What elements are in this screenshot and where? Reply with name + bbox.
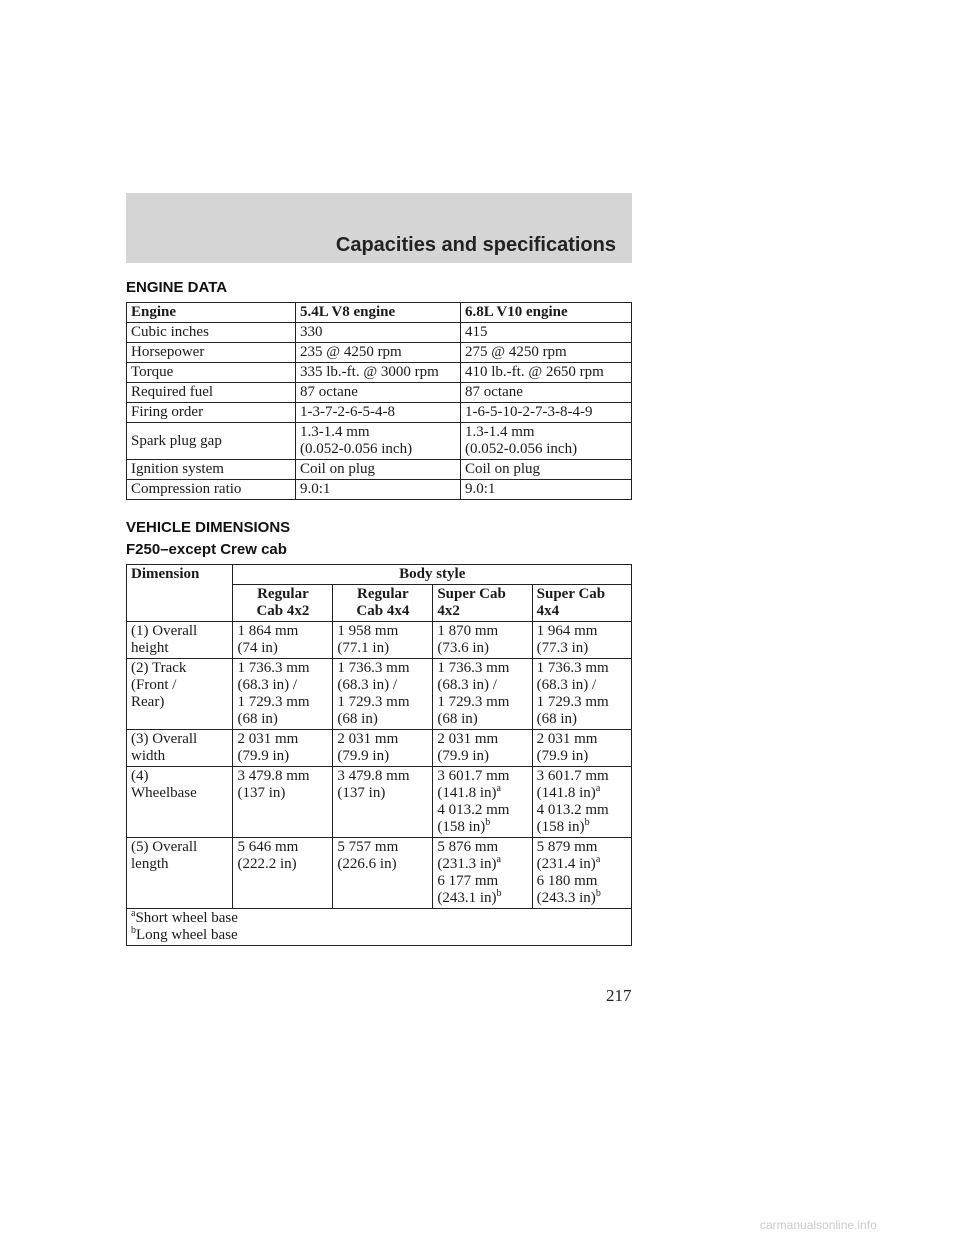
table-cell: 1 736.3 mm (68.3 in) / 1 729.3 mm (68 in)	[333, 659, 433, 730]
table-cell: 1.3-1.4 mm (0.052-0.056 inch)	[296, 423, 461, 460]
table-row	[127, 730, 632, 767]
table-cell: 335 lb.-ft. @ 3000 rpm	[296, 363, 461, 383]
table-cell: 1-6-5-10-2-7-3-8-4-9	[461, 403, 632, 423]
row-label: (1) Overall height	[127, 622, 233, 659]
footnote-marker: a	[496, 783, 501, 794]
table-cell: 1 736.3 mm (68.3 in) / 1 729.3 mm (68 in)	[532, 659, 631, 730]
dimension-col-header: Dimension	[127, 565, 233, 622]
body-style-col-header: Super Cab 4x2	[433, 585, 532, 622]
table-cell: 3 479.8 mm (137 in)	[233, 767, 333, 838]
row-label: (3) Overall width	[127, 730, 233, 767]
row-label: Ignition system	[127, 460, 296, 480]
dim-table-body	[127, 622, 632, 909]
dim-table-header-row	[127, 565, 632, 585]
engine-col-header: 6.8L V10 engine	[461, 303, 632, 323]
row-label: (5) Overall length	[127, 838, 233, 909]
vehicle-dimensions-subheading: F250–except Crew cab	[126, 541, 287, 558]
table-cell: 3 479.8 mm (137 in)	[333, 767, 433, 838]
table-cell: 1 964 mm (77.3 in)	[532, 622, 631, 659]
table-cell: 3 601.7 mm (141.8 in)$^a$ 4 013.2 mm (158 in)$^b$	[532, 767, 631, 838]
row-label: (2) Track (Front / Rear)	[127, 659, 233, 730]
table-row	[127, 343, 632, 363]
footnote-marker: b	[496, 888, 502, 899]
table-cell: 235 @ 4250 rpm	[296, 343, 461, 363]
engine-col-header: 5.4L V8 engine	[296, 303, 461, 323]
table-cell: 2 031 mm (79.9 in)	[333, 730, 433, 767]
table-row	[127, 460, 632, 480]
page-number: 217	[606, 986, 632, 1005]
vehicle-dimensions-table	[126, 564, 632, 946]
table-cell: 415	[461, 323, 632, 343]
row-label: Firing order	[127, 403, 296, 423]
table-cell: 1 864 mm (74 in)	[233, 622, 333, 659]
footnote-marker: b	[485, 817, 491, 828]
footnotes-row	[127, 909, 632, 946]
engine-data-heading: ENGINE DATA	[126, 279, 228, 296]
footnote-text: Short wheel base	[135, 910, 238, 926]
footnote-marker: a	[595, 854, 601, 865]
table-cell: 275 @ 4250 rpm	[461, 343, 632, 363]
table-cell: 9.0:1	[296, 480, 461, 500]
table-cell: 2 031 mm (79.9 in)	[532, 730, 631, 767]
table-row	[127, 403, 632, 423]
footnotes	[127, 909, 632, 946]
table-row	[127, 363, 632, 383]
table-row	[127, 323, 632, 343]
engine-col-header: Engine	[127, 303, 296, 323]
table-cell: 410 lb.-ft. @ 2650 rpm	[461, 363, 632, 383]
table-row	[127, 622, 632, 659]
table-cell: 3 601.7 mm (141.8 in)$^a$ 4 013.2 mm (158 in)$^b$	[433, 767, 532, 838]
table-cell: 330	[296, 323, 461, 343]
section-header-band	[126, 193, 632, 263]
engine-table-header-row	[127, 303, 632, 323]
table-cell: 5 757 mm (226.6 in)	[333, 838, 433, 909]
row-label: Compression ratio	[127, 480, 296, 500]
table-row	[127, 767, 632, 838]
table-cell: Coil on plug	[461, 460, 632, 480]
table-cell: 1 736.3 mm (68.3 in) / 1 729.3 mm (68 in)	[433, 659, 532, 730]
table-row	[127, 838, 632, 909]
table-cell: Coil on plug	[296, 460, 461, 480]
row-label: Horsepower	[127, 343, 296, 363]
table-row	[127, 423, 632, 460]
watermark: carmanualsonline.info	[760, 1218, 877, 1232]
table-cell: 1 870 mm (73.6 in)	[433, 622, 532, 659]
body-style-col-header: Regular Cab 4x4	[333, 585, 433, 622]
table-row	[127, 383, 632, 403]
table-cell: 1.3-1.4 mm (0.052-0.056 inch)	[461, 423, 632, 460]
body-style-col-header: Super Cab 4x4	[532, 585, 631, 622]
row-label: Torque	[127, 363, 296, 383]
engine-data-table	[126, 302, 632, 500]
table-cell: 1 958 mm (77.1 in)	[333, 622, 433, 659]
footnote-marker: a	[496, 854, 501, 865]
vehicle-dimensions-heading: VEHICLE DIMENSIONS	[126, 519, 291, 536]
footnote-marker: a	[595, 783, 601, 794]
row-label: Cubic inches	[127, 323, 296, 343]
footnote-text: Long wheel base	[136, 927, 238, 943]
row-label: Required fuel	[127, 383, 296, 403]
table-row	[127, 659, 632, 730]
row-label: Spark plug gap	[127, 423, 296, 460]
footnote-marker: b	[131, 925, 136, 936]
engine-table-body	[127, 323, 632, 500]
footnote-marker: b	[595, 888, 601, 899]
table-cell: 2 031 mm (79.9 in)	[433, 730, 532, 767]
body-style-header: Body style	[233, 565, 632, 585]
footnote-marker: b	[584, 817, 590, 828]
row-label: (4) Wheelbase	[127, 767, 233, 838]
table-cell: 5 646 mm (222.2 in)	[233, 838, 333, 909]
table-cell: 87 octane	[296, 383, 461, 403]
table-cell: 87 octane	[461, 383, 632, 403]
body-style-col-header: Regular Cab 4x2	[233, 585, 333, 622]
table-cell: 5 879 mm (231.4 in)$^a$ 6 180 mm (243.3 in)$^b$	[532, 838, 631, 909]
table-cell: 1-3-7-2-6-5-4-8	[296, 403, 461, 423]
section-title: Capacities and specifications	[335, 234, 616, 256]
footnote-marker: a	[131, 908, 136, 919]
table-cell: 9.0:1	[461, 480, 632, 500]
table-row	[127, 480, 632, 500]
table-cell: 1 736.3 mm (68.3 in) / 1 729.3 mm (68 in)	[233, 659, 333, 730]
table-cell: 5 876 mm (231.3 in)$^a$ 6 177 mm (243.1 in)$^b$	[433, 838, 532, 909]
table-cell: 2 031 mm (79.9 in)	[233, 730, 333, 767]
